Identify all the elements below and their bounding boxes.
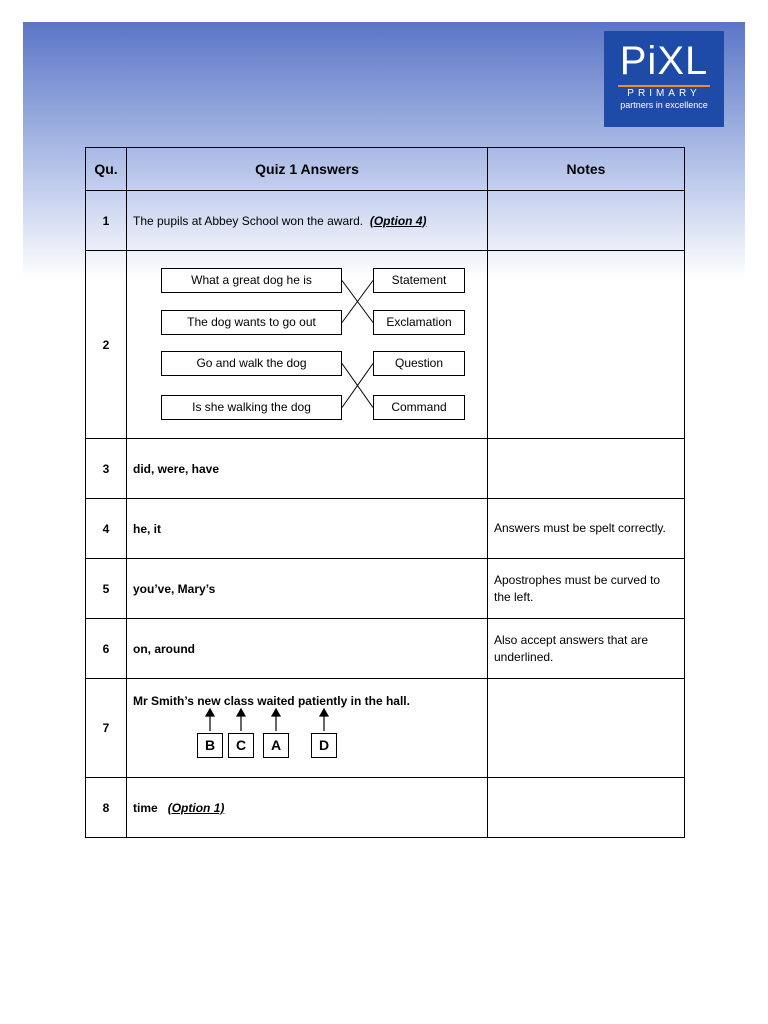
table-row [86,499,685,559]
answer-cell [127,251,488,439]
notes-cell [488,251,685,439]
sentence-type-box: Exclamation [373,310,465,335]
header-notes: Notes [488,148,685,191]
question-number: 3 [86,439,127,499]
notes-cell: Also accept answers that are underlined. [488,619,685,679]
answer-cell [127,778,488,838]
question-number: 7 [86,679,127,778]
answer-cell [127,191,488,251]
table-header-row [86,148,685,191]
question-number: 1 [86,191,127,251]
logo-sub-text: PRIMARY [618,85,710,99]
answer-text: time [133,800,158,815]
word-arrows [133,679,493,777]
answer-text: did, were, have [127,439,488,499]
answer-text: on, around [127,619,488,679]
sentence-type-box: Statement [373,268,465,293]
question-number: 4 [86,499,127,559]
question-number: 6 [86,619,127,679]
table-row [86,619,685,679]
word-class-letter-box: D [311,733,337,758]
word-class-letter-box: B [197,733,223,758]
left-sentence-box: The dog wants to go out [161,310,342,335]
left-sentence-box: Is she walking the dog [161,395,342,420]
notes-cell: Answers must be spelt correctly. [488,499,685,559]
notes-cell [488,778,685,838]
notes-cell [488,191,685,251]
answer-text: The pupils at Abbey School won the award. [133,213,364,228]
answer-text: Mr Smith’s new class waited patiently in the hall. [133,694,410,708]
word-class-letter-box: C [228,733,254,758]
question-number: 5 [86,559,127,619]
sentence-type-box: Command [373,395,465,420]
table-row [86,251,685,439]
question-number: 2 [86,251,127,439]
sentence-type-matching [127,251,487,438]
notes-cell: Apostrophes must be curved to the left. [488,559,685,619]
table-row [86,679,685,778]
table-row [86,778,685,838]
table-row [86,191,685,251]
notes-cell [488,679,685,778]
left-sentence-box: Go and walk the dog [161,351,342,376]
answer-option: (Option 4) [369,213,427,228]
sentence-type-box: Question [373,351,465,376]
answer-text: you’ve, Mary’s [127,559,488,619]
quiz-answers-table [85,147,685,838]
logo-main-text: PiXL [619,39,709,83]
notes-cell [488,439,685,499]
header-qu: Qu. [86,148,127,191]
table-row [86,559,685,619]
pixl-logo [604,31,724,127]
answer-option: (Option 1) [167,800,225,815]
word-class-diagram [133,679,493,777]
logo-tagline: partners in excellence [620,100,708,110]
answer-text: he, it [127,499,488,559]
question-number: 8 [86,778,127,838]
answer-cell [127,679,488,778]
table-row [86,439,685,499]
word-class-letter-box: A [263,733,289,758]
header-answers: Quiz 1 Answers [127,148,488,191]
left-sentence-box: What a great dog he is [161,268,342,293]
